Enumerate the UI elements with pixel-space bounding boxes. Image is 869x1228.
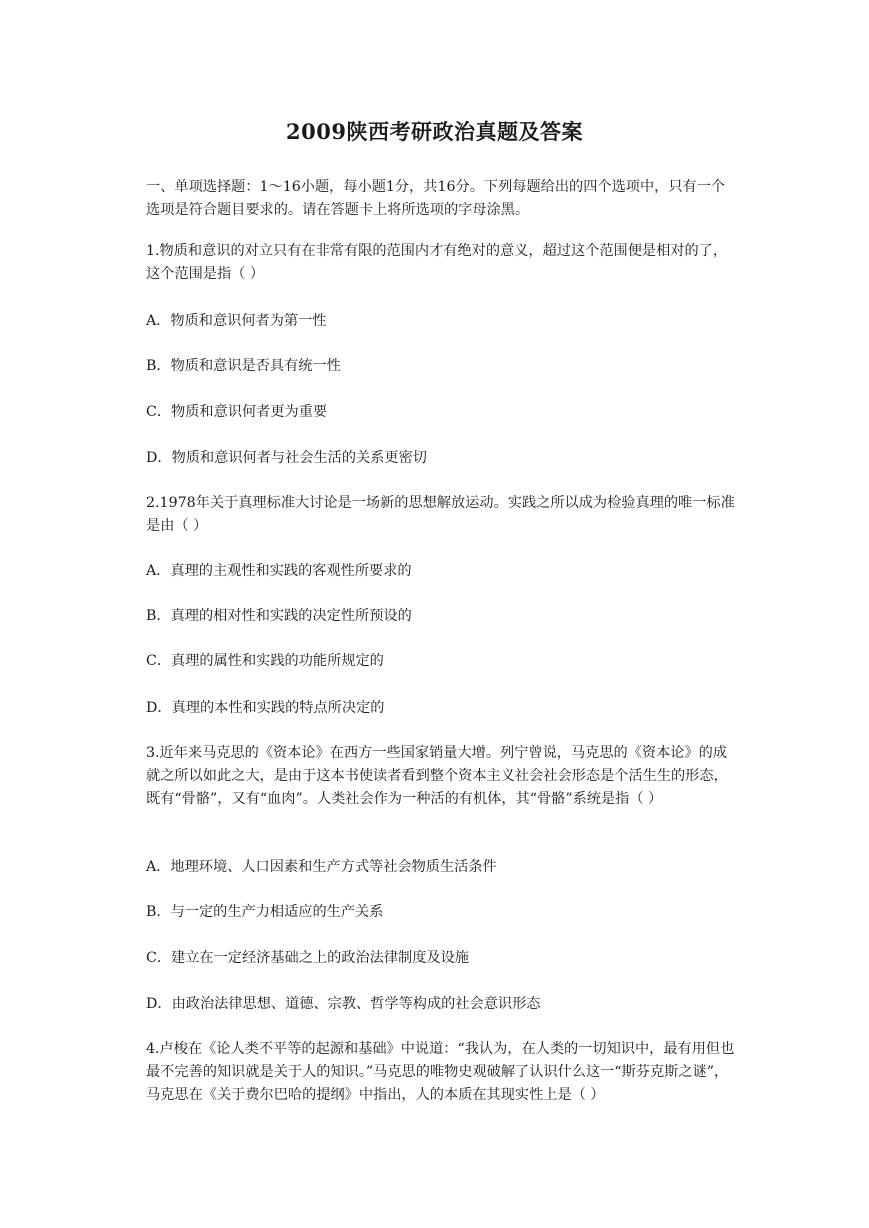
question-1-stem: 1.物质和意识的对立只有在非常有限的范围内才有绝对的意义，超过这个范围便是相对的了，这个范围是指（ ） <box>146 243 728 282</box>
question-1-option-a: A．物质和意识何者为第一性 <box>146 313 327 329</box>
question-2-option-d: D．真理的本性和实践的特点所决定的 <box>146 700 385 716</box>
section-intro: 一、单项选择题：1～16小题，每小题1分，共16分。下列每题给出的四个选项中，只有一个选项是符合题目要求的。请在答题卡上将所选项的字母涂黑。 <box>146 179 726 218</box>
question-3-option-d: D．由政治法律思想、道德、宗教、哲学等构成的社会意识形态 <box>146 996 541 1012</box>
question-3-option-b: B．与一定的生产力相适应的生产关系 <box>146 904 384 920</box>
document-title: 2009陕西考研政治真题及答案 <box>286 119 583 144</box>
question-2-stem: 2.1978年关于真理标准大讨论是一场新的思想解放运动。实践之所以成为检验真理的唯一标准是由（ ） <box>146 495 735 534</box>
question-2-option-b: B．真理的相对性和实践的决定性所预设的 <box>146 608 412 624</box>
question-4-stem: 4.卢梭在《论人类不平等的起源和基础》中说道：“我认为，在人类的一切知识中，最有用但也最不完善的知识就是关于人的知识。”马克思的唯物史观破解了认识什么这一“斯芬克斯之谜”，马克思在《关于费尔巴哈的提纲》中指出，人的本质在其现实性上是（ ） <box>146 1041 735 1103</box>
question-1-option-d: D．物质和意识何者与社会生活的关系更密切 <box>146 450 427 466</box>
question-3-stem: 3.近年来马克思的《资本论》在西方一些国家销量大增。列宁曾说，马克思的《资本论》的成就之所以如此之大，是由于这本书使读者看到整个资本主义社会社会形态是个活生生的形态，既有“骨骼”，又有“血肉”。人类社会作为一种活的有机体，其“骨骼”系统是指（ ） <box>146 745 728 807</box>
question-2-option-c: C．真理的属性和实践的功能所规定的 <box>146 653 384 669</box>
question-3-option-c: C．建立在一定经济基础之上的政治法律制度及设施 <box>146 950 469 966</box>
question-1-option-c: C．物质和意识何者更为重要 <box>146 404 328 420</box>
question-3-option-a: A．地理环境、人口因素和生产方式等社会物质生活条件 <box>146 859 497 875</box>
question-1-option-b: B．物质和意识是否具有统一性 <box>146 358 341 374</box>
question-2-option-a: A．真理的主观性和实践的客观性所要求的 <box>146 563 412 579</box>
